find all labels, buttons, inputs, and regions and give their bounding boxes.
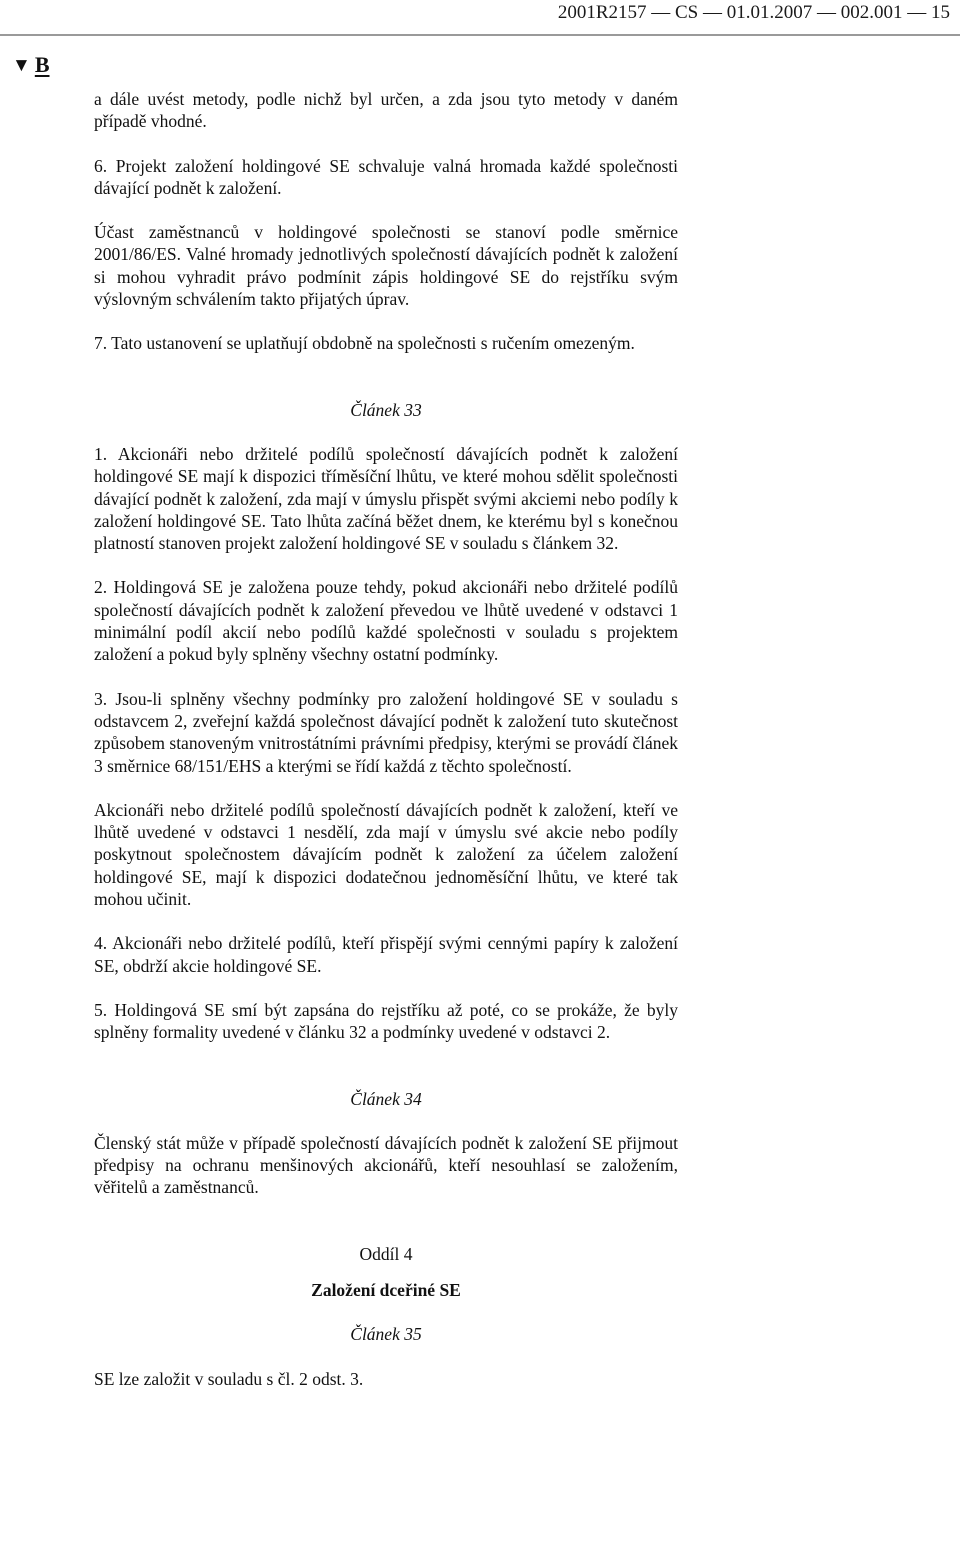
article-34-paragraph-1: Členský stát může v případě společností dávajících podnět k založení SE přijmout předpisy na ochranu menšinových akcionářů, kteří nesouhlasí se založením, věřitelů a zaměstnanců. xyxy=(94,1132,678,1198)
amendment-marker-letter: B xyxy=(34,52,50,77)
article-35-paragraph-1: SE lze založit v souladu s čl. 2 odst. 3. xyxy=(94,1368,364,1389)
paragraph-employee-participation: Účast zaměstnanců v holdingové společnosti se stanoví podle směrnice 2001/86/ES. Valné hromady jednotlivých společností dávajících podnět k založení si mohou vyhradit právo podmínit zápis holdingové SE do rejstříku svým výslovným schválením takto přijatých úprav. xyxy=(94,222,678,310)
article-33-paragraph-3: 3. Jsou-li splněny všechny podmínky pro založení holdingové SE v souladu s odstavcem 2, zveřejní každá společnost dávající podnět k založení tuto skutečnost způsobem stanoveným vnitrostátními právními předpisy, kterými se provádí článek 3 směrnice 68/151/EHS a kterými se řídí každá z těchto společností. xyxy=(94,688,678,776)
article-33-paragraph-5: 5. Holdingová SE smí být zapsána do rejstříku až poté, co se prokáže, že byly splněny formality uvedené v článku 32 a podmínky uvedené v odstavci 2. xyxy=(94,999,678,1043)
paragraph-7: 7. Tato ustanovení se uplatňují obdobně na společnosti s ručením omezeným. xyxy=(94,333,635,354)
article-33-paragraph-2: 2. Holdingová SE je založena pouze tehdy, pokud akcionáři nebo držitelé podílů společností dávajících podnět k založení převedou ve lhůtě uvedené v odstavci 1 minimální podíl akcií nebo podílů každé společnosti v souladu s projektem založení a pokud byly splněny všechny ostatní podmínky. xyxy=(94,577,678,665)
amendment-marker xyxy=(12,52,50,78)
section-4-subtitle: Založení dceřiné SE xyxy=(311,1279,461,1300)
article-33-title: Článek 33 xyxy=(350,399,422,420)
article-35-title: Článek 35 xyxy=(350,1324,422,1345)
triangle-down-icon: ▼ xyxy=(12,55,31,76)
article-33-paragraph-1: 1. Akcionáři nebo držitelé podílů společností dávajících podnět k založení holdingové SE mají k dispozici tříměsíční lhůtu, ve které mohou sdělit společnosti dávající podnět k založení, zda mají v úmyslu přispět svými akciemi nebo podíly k založení holdingové SE. Tato lhůta začíná běžet dnem, ke kterému byl s konečnou platností stanoven projekt založení holdingové SE v souladu s článkem 32. xyxy=(94,443,678,554)
article-33-paragraph-3-continued: Akcionáři nebo držitelé podílů společností dávajících podnět k založení, kteří ve lhůtě uvedené v odstavci 1 nesdělí, zda mají v úmyslu své akcie nebo podíly poskytnout společnostem dávajícím podnět k založení za účelem založení holdingové SE, mají k dispozici dodatečnou jednoměsíční lhůtu, ve které tak mohou učinit. xyxy=(94,799,678,910)
header-divider xyxy=(0,34,960,36)
paragraph-continuation: a dále uvést metody, podle nichž byl určen, a zda jsou tyto metody v daném případě vhodné. xyxy=(94,89,678,132)
section-4-title: Oddíl 4 xyxy=(359,1243,413,1264)
document-reference-header: 2001R2157 — CS — 01.01.2007 — 002.001 — 15 xyxy=(557,2,950,23)
paragraph-6: 6. Projekt založení holdingové SE schvaluje valná hromada každé společnosti dávající podnět k založení. xyxy=(94,155,678,198)
article-34-title: Článek 34 xyxy=(350,1088,422,1109)
article-33-paragraph-4: 4. Akcionáři nebo držitelé podílů, kteří přispějí svými cennými papíry k založení SE, obdrží akcie holdingové SE. xyxy=(94,933,678,976)
document-body xyxy=(94,88,678,1390)
